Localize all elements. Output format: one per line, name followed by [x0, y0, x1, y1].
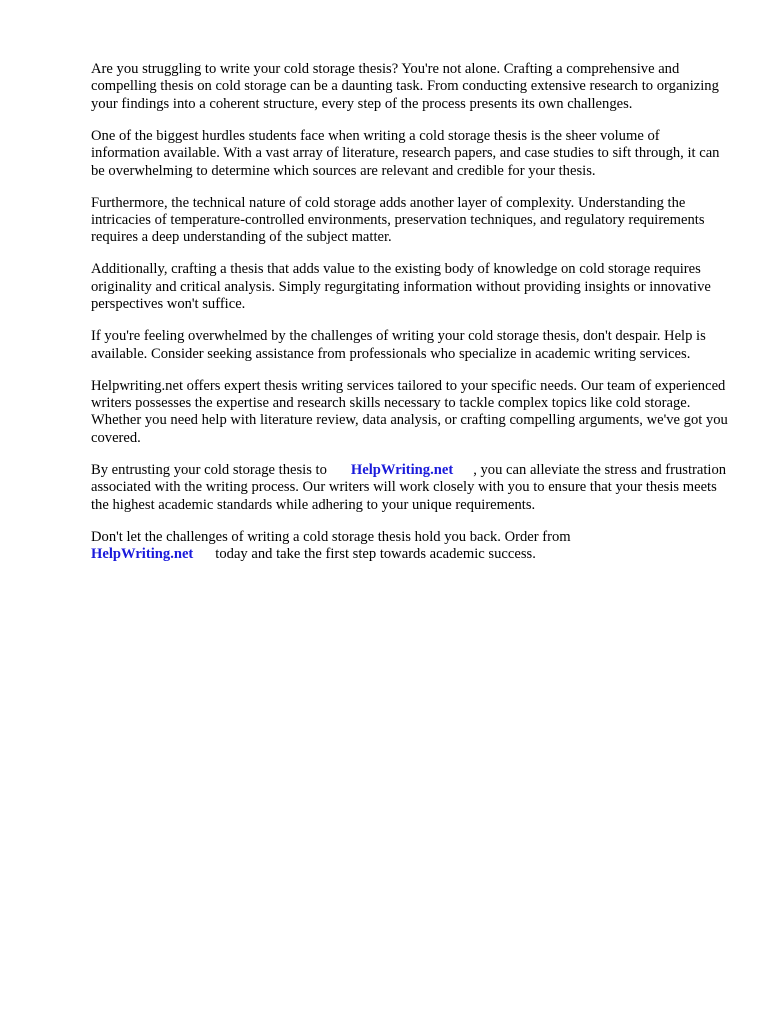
paragraph-hurdles: One of the biggest hurdles students face when writing a cold storage thesis is the sheer volume of information available. With a vast array of literature, research papers, and case studies to sift through, it can be overwhelming to determine which sources are relevant and credible for your thesis.: [91, 127, 720, 179]
entrusting-text-after: , you can alleviate the stress and frustration associated with the writing process. Our writers will work closely with you to ensure that your thesis meets the highest academic standards while adhering to your unique requirements.: [91, 461, 727, 513]
document-page: [91, 61, 731, 578]
paragraph-technical: Furthermore, the technical nature of cold storage adds another layer of complexity. Understanding the intricacies of temperature-controlled environments, preservation techniques, and regulatory requirements requires a deep understanding of the subject matter.: [91, 194, 705, 246]
paragraph-intro: Are you struggling to write your cold storage thesis? You're not alone. Crafting a comprehensive and compelling thesis on cold storage can be a daunting task. From conducting extensive research to organizing your findings into a coherent structure, every step of the process presents its own challenges.: [91, 61, 719, 112]
order-text-before: Don't let the challenges of writing a cold storage thesis hold you back. Order from: [91, 528, 571, 545]
paragraph-services: Helpwriting.net offers expert thesis writing services tailored to your specific needs. Our team of experienced writers possesses the expertise and research skills necessary to tackle complex topics like cold storage. Whether you need help with literature review, data analysis, or crafting compelling arguments, we've got you covered.: [91, 377, 728, 446]
paragraph-originality: Additionally, crafting a thesis that adds value to the existing body of knowledge on cold storage requires originality and critical analysis. Simply regurgitating information without providing insights or innovative perspectives won't suffice.: [91, 261, 711, 313]
helpwriting-link[interactable]: HelpWriting.net: [350, 461, 454, 478]
entrusting-text-before: By entrusting your cold storage thesis to: [91, 461, 327, 478]
order-text-after: today and take the first step towards academic success.: [215, 546, 536, 563]
paragraph-help: If you're feeling overwhelmed by the challenges of writing your cold storage thesis, don't despair. Help is available. Consider seeking assistance from professionals who specialize in academic writing services.: [91, 328, 706, 362]
paragraph-order: [91, 529, 731, 564]
helpwriting-link-order[interactable]: HelpWriting.net: [91, 546, 194, 563]
paragraph-entrusting: [91, 462, 731, 514]
